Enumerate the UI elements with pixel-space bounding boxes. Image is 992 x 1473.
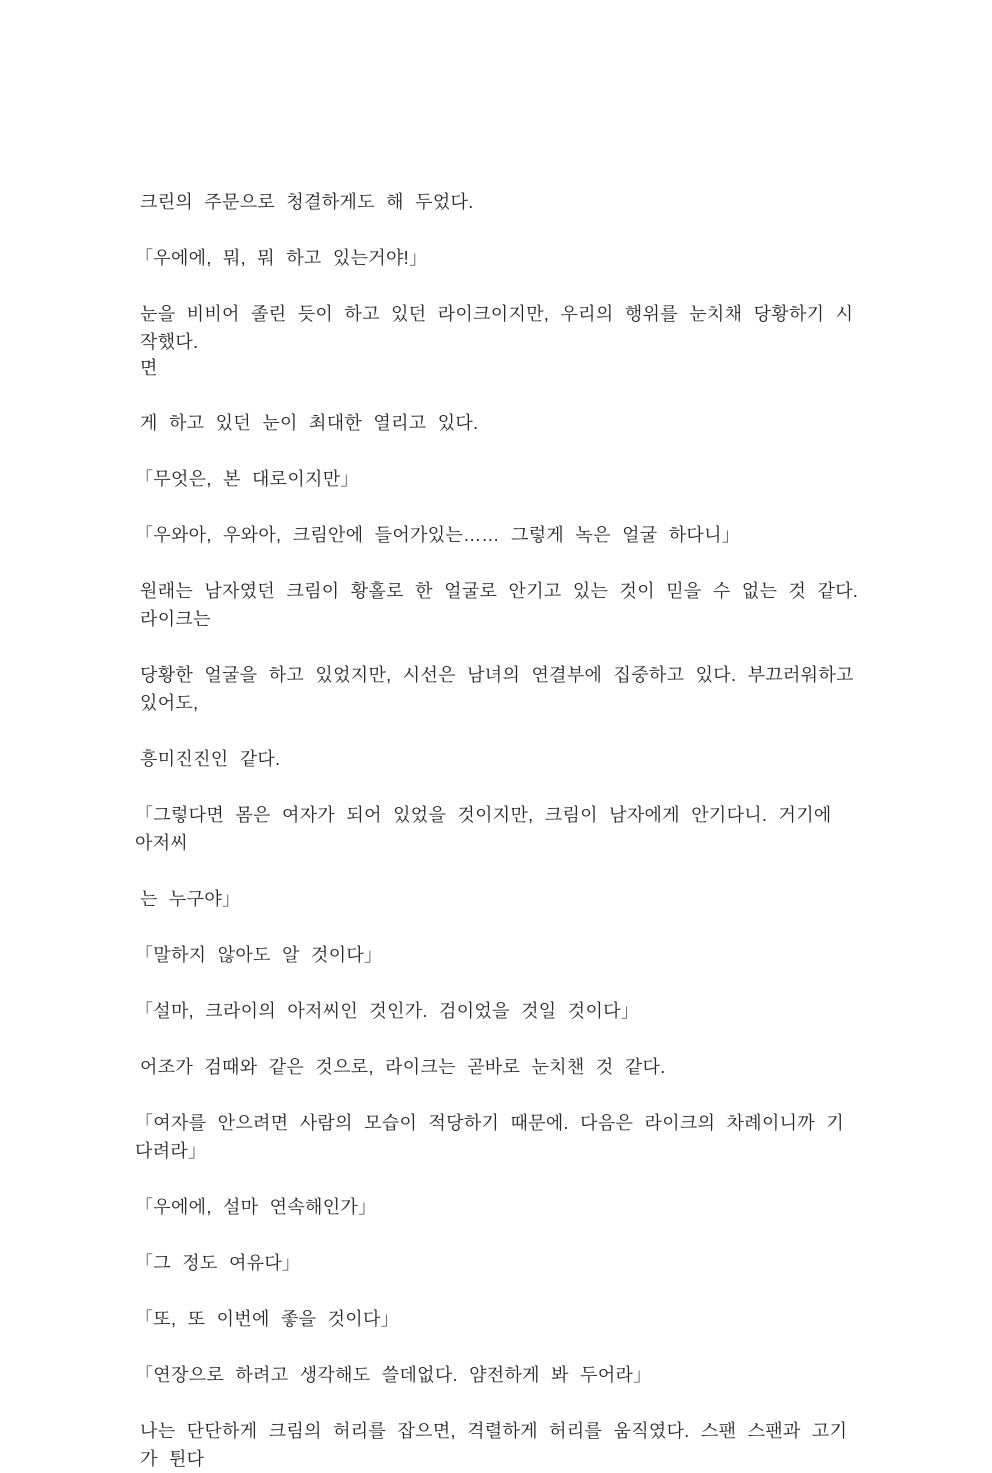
text-line: 게 하고 있던 눈이 최대한 열리고 있다. [140,413,479,433]
quote-line: 「그 정도 여유다」 [135,1253,301,1273]
quote-line: 「말하지 않아도 알 것이다」 [135,945,383,965]
quote-line: 「우에에, 뭐, 뭐 하고 있는거야!」 [135,248,428,268]
quote-line: 「무엇은, 본 대로이지만」 [135,469,359,489]
text-line: 눈을 비비어 졸린 듯이 하고 있던 라이크이지만, 우리의 행위를 눈치채 당황하기 시작했다. [140,304,854,352]
quote-line: 「우와아, 우와아, 크림안에 들어가있는…… 그렇게 녹은 얼굴 하다니」 [135,525,741,545]
text-line: 크린의 주문으로 청결하게도 해 두었다. [140,192,474,212]
text-line: 당황한 얼굴을 하고 있었지만, 시선은 남녀의 연결부에 집중하고 있다. 부끄러워하고 있어도, [140,665,854,713]
text-line: 나는 단단하게 크림의 허리를 잡으면, 격렬하게 허리를 움직였다. 스팬 스팬과 고기가 튄다 [140,1421,848,1469]
text-line: 흥미진진인 같다. [140,749,281,769]
quote-continuation-line: 는 누구야」 [140,889,241,909]
wrapped-word-line: 면 [140,358,158,378]
quote-line: 「설마, 크라이의 아저씨인 것인가. 검이었을 것일 것이다」 [135,1001,640,1021]
quote-line: 「여자를 안으려면 사람의 모습이 적당하기 때문에. 다음은 라이크의 차례이니까 기다려라」 [135,1113,845,1161]
text-line: 원래는 남자였던 크림이 황홀로 한 얼굴로 안기고 있는 것이 믿을 수 없는 것 같다. 라이크는 [140,581,859,629]
text-line: 어조가 검때와 같은 것으로, 라이크는 곧바로 눈치챈 것 같다. [140,1057,666,1077]
quote-line: 「그렇다면 몸은 여자가 되어 있었을 것이지만, 크림이 남자에게 안기다니. 거기에 아저씨 [135,805,832,853]
quote-line: 「우에에, 설마 연속해인가」 [135,1197,377,1217]
quote-line: 「또, 또 이번에 좋을 것이다」 [135,1309,399,1329]
quote-line: 「연장으로 하려고 생각해도 쓸데없다. 얌전하게 봐 두어라」 [135,1365,652,1385]
